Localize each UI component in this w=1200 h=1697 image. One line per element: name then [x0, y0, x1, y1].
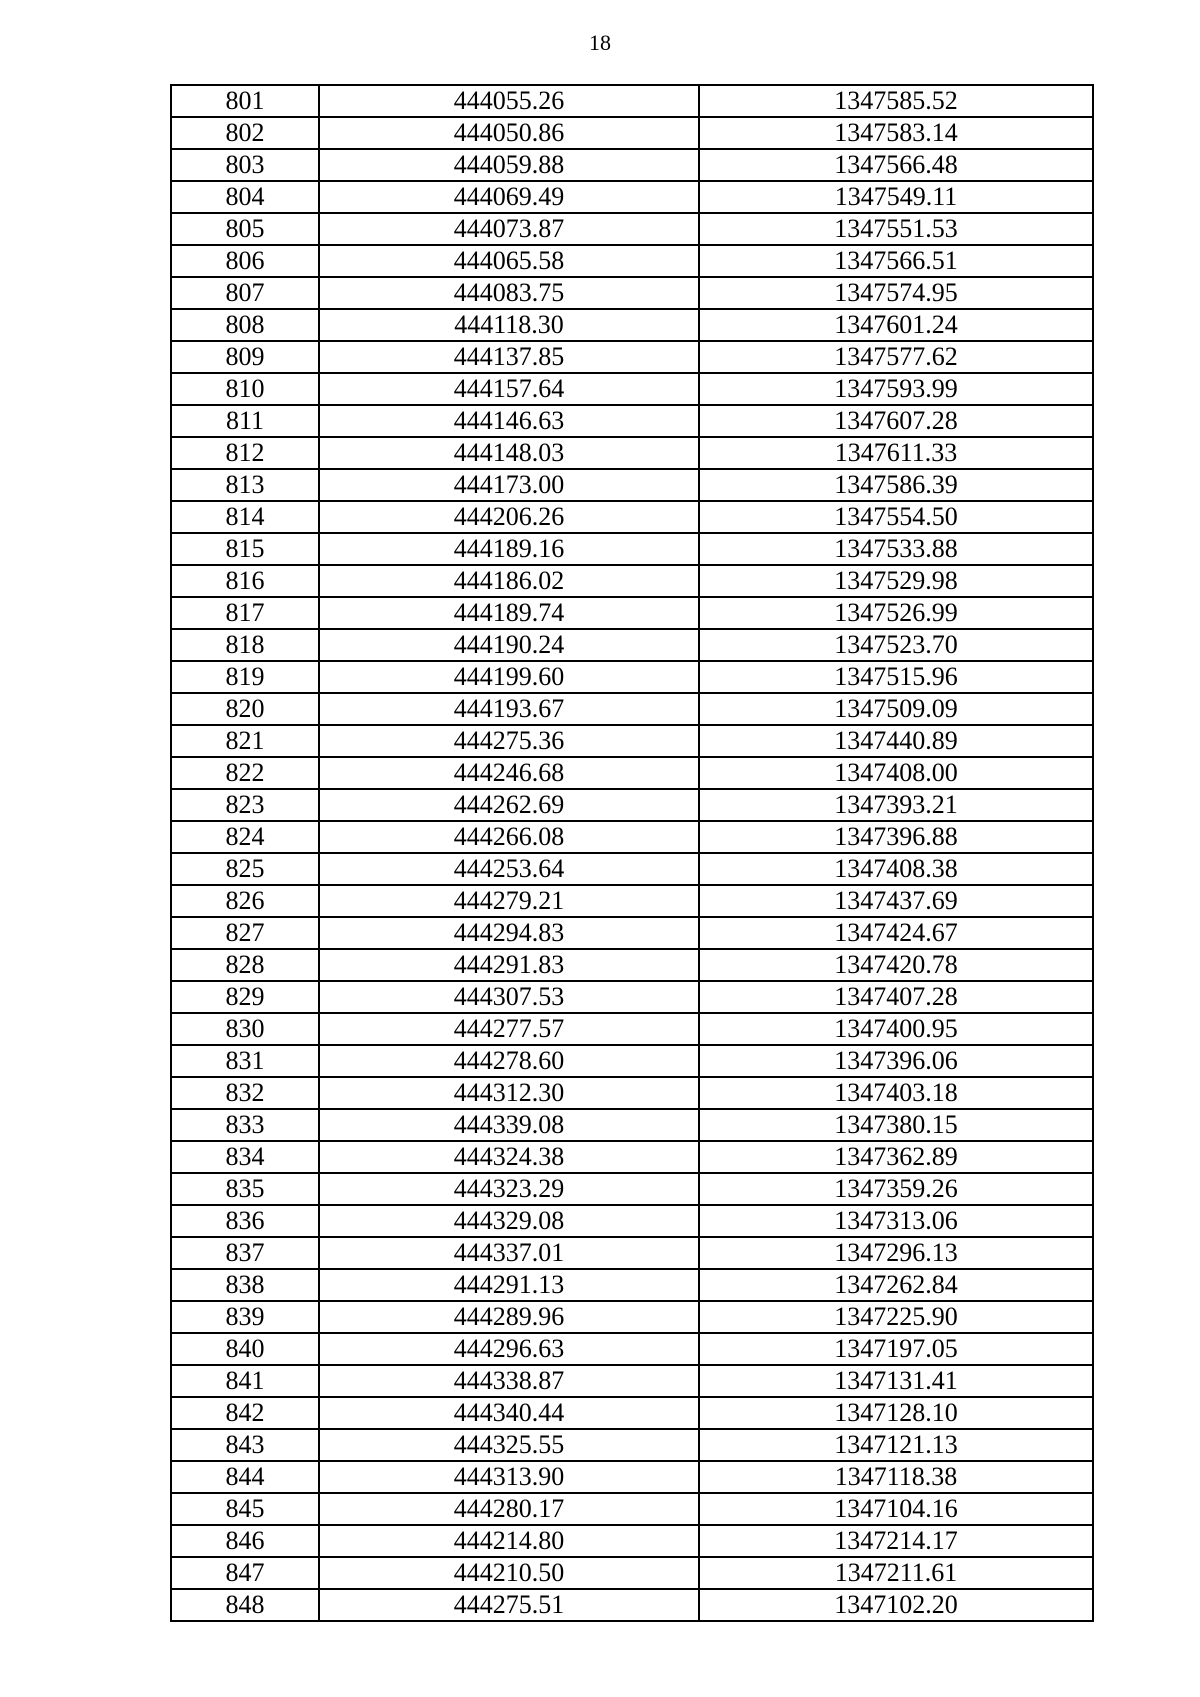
point-number-cell: 817: [171, 597, 319, 629]
table-row: [171, 117, 1093, 149]
point-number-cell: 813: [171, 469, 319, 501]
y-coordinate-cell: 1347359.26: [699, 1173, 1093, 1205]
x-coordinate-cell: 444190.24: [319, 629, 699, 661]
table-row: [171, 1397, 1093, 1429]
point-number-cell: 841: [171, 1365, 319, 1397]
point-number-cell: 821: [171, 725, 319, 757]
table-row: [171, 885, 1093, 917]
x-coordinate-cell: 444275.51: [319, 1589, 699, 1621]
y-coordinate-cell: 1347566.51: [699, 245, 1093, 277]
table-row: [171, 1301, 1093, 1333]
y-coordinate-cell: 1347214.17: [699, 1525, 1093, 1557]
x-coordinate-cell: 444069.49: [319, 181, 699, 213]
y-coordinate-cell: 1347128.10: [699, 1397, 1093, 1429]
table-row: [171, 1333, 1093, 1365]
table-row: [171, 789, 1093, 821]
y-coordinate-cell: 1347211.61: [699, 1557, 1093, 1589]
x-coordinate-cell: 444312.30: [319, 1077, 699, 1109]
point-number-cell: 839: [171, 1301, 319, 1333]
table-row: [171, 1109, 1093, 1141]
y-coordinate-cell: 1347593.99: [699, 373, 1093, 405]
point-number-cell: 815: [171, 533, 319, 565]
table-row: [171, 501, 1093, 533]
y-coordinate-cell: 1347574.95: [699, 277, 1093, 309]
y-coordinate-cell: 1347440.89: [699, 725, 1093, 757]
x-coordinate-cell: 444148.03: [319, 437, 699, 469]
x-coordinate-cell: 444324.38: [319, 1141, 699, 1173]
table-row: [171, 853, 1093, 885]
table-row: [171, 1525, 1093, 1557]
table-row: [171, 373, 1093, 405]
point-number-cell: 810: [171, 373, 319, 405]
x-coordinate-cell: 444279.21: [319, 885, 699, 917]
y-coordinate-cell: 1347197.05: [699, 1333, 1093, 1365]
y-coordinate-cell: 1347262.84: [699, 1269, 1093, 1301]
x-coordinate-cell: 444337.01: [319, 1237, 699, 1269]
table-row: [171, 149, 1093, 181]
y-coordinate-cell: 1347515.96: [699, 661, 1093, 693]
x-coordinate-cell: 444146.63: [319, 405, 699, 437]
point-number-cell: 842: [171, 1397, 319, 1429]
point-number-cell: 827: [171, 917, 319, 949]
point-number-cell: 819: [171, 661, 319, 693]
table-row: [171, 1429, 1093, 1461]
table-row: [171, 405, 1093, 437]
table-row: [171, 693, 1093, 725]
table-row: [171, 1269, 1093, 1301]
x-coordinate-cell: 444073.87: [319, 213, 699, 245]
x-coordinate-cell: 444193.67: [319, 693, 699, 725]
y-coordinate-cell: 1347611.33: [699, 437, 1093, 469]
table-row: [171, 85, 1093, 117]
x-coordinate-cell: 444083.75: [319, 277, 699, 309]
point-number-cell: 832: [171, 1077, 319, 1109]
y-coordinate-cell: 1347396.88: [699, 821, 1093, 853]
point-number-cell: 837: [171, 1237, 319, 1269]
x-coordinate-cell: 444246.68: [319, 757, 699, 789]
x-coordinate-cell: 444277.57: [319, 1013, 699, 1045]
table-row: [171, 757, 1093, 789]
y-coordinate-cell: 1347549.11: [699, 181, 1093, 213]
point-number-cell: 845: [171, 1493, 319, 1525]
x-coordinate-cell: 444280.17: [319, 1493, 699, 1525]
point-number-cell: 805: [171, 213, 319, 245]
table-row: [171, 629, 1093, 661]
table-row: [171, 1461, 1093, 1493]
table-row: [171, 597, 1093, 629]
point-number-cell: 808: [171, 309, 319, 341]
point-number-cell: 822: [171, 757, 319, 789]
table-row: [171, 565, 1093, 597]
table-row: [171, 469, 1093, 501]
point-number-cell: 831: [171, 1045, 319, 1077]
y-coordinate-cell: 1347583.14: [699, 117, 1093, 149]
x-coordinate-cell: 444262.69: [319, 789, 699, 821]
point-number-cell: 836: [171, 1205, 319, 1237]
point-number-cell: 826: [171, 885, 319, 917]
x-coordinate-cell: 444186.02: [319, 565, 699, 597]
x-coordinate-cell: 444291.83: [319, 949, 699, 981]
y-coordinate-cell: 1347102.20: [699, 1589, 1093, 1621]
point-number-cell: 803: [171, 149, 319, 181]
point-number-cell: 812: [171, 437, 319, 469]
x-coordinate-cell: 444065.58: [319, 245, 699, 277]
table-row: [171, 1557, 1093, 1589]
point-number-cell: 847: [171, 1557, 319, 1589]
x-coordinate-cell: 444275.36: [319, 725, 699, 757]
y-coordinate-cell: 1347424.67: [699, 917, 1093, 949]
coordinates-table-body: [171, 85, 1093, 1621]
y-coordinate-cell: 1347396.06: [699, 1045, 1093, 1077]
table-row: [171, 1589, 1093, 1621]
point-number-cell: 811: [171, 405, 319, 437]
x-coordinate-cell: 444253.64: [319, 853, 699, 885]
x-coordinate-cell: 444266.08: [319, 821, 699, 853]
x-coordinate-cell: 444189.74: [319, 597, 699, 629]
table-row: [171, 181, 1093, 213]
point-number-cell: 833: [171, 1109, 319, 1141]
table-row: [171, 1365, 1093, 1397]
y-coordinate-cell: 1347313.06: [699, 1205, 1093, 1237]
y-coordinate-cell: 1347526.99: [699, 597, 1093, 629]
table-row: [171, 341, 1093, 373]
table-row: [171, 821, 1093, 853]
y-coordinate-cell: 1347509.09: [699, 693, 1093, 725]
x-coordinate-cell: 444329.08: [319, 1205, 699, 1237]
table-row: [171, 437, 1093, 469]
x-coordinate-cell: 444210.50: [319, 1557, 699, 1589]
x-coordinate-cell: 444059.88: [319, 149, 699, 181]
point-number-cell: 848: [171, 1589, 319, 1621]
y-coordinate-cell: 1347380.15: [699, 1109, 1093, 1141]
point-number-cell: 807: [171, 277, 319, 309]
x-coordinate-cell: 444137.85: [319, 341, 699, 373]
y-coordinate-cell: 1347407.28: [699, 981, 1093, 1013]
coordinates-table: [170, 84, 1094, 1622]
table-row: [171, 1045, 1093, 1077]
x-coordinate-cell: 444296.63: [319, 1333, 699, 1365]
point-number-cell: 816: [171, 565, 319, 597]
x-coordinate-cell: 444189.16: [319, 533, 699, 565]
table-row: [171, 533, 1093, 565]
y-coordinate-cell: 1347585.52: [699, 85, 1093, 117]
x-coordinate-cell: 444340.44: [319, 1397, 699, 1429]
y-coordinate-cell: 1347104.16: [699, 1493, 1093, 1525]
y-coordinate-cell: 1347577.62: [699, 341, 1093, 373]
x-coordinate-cell: 444118.30: [319, 309, 699, 341]
point-number-cell: 824: [171, 821, 319, 853]
point-number-cell: 830: [171, 1013, 319, 1045]
point-number-cell: 828: [171, 949, 319, 981]
y-coordinate-cell: 1347225.90: [699, 1301, 1093, 1333]
x-coordinate-cell: 444323.29: [319, 1173, 699, 1205]
table-row: [171, 1141, 1093, 1173]
y-coordinate-cell: 1347118.38: [699, 1461, 1093, 1493]
table-row: [171, 309, 1093, 341]
table-row: [171, 1173, 1093, 1205]
point-number-cell: 834: [171, 1141, 319, 1173]
point-number-cell: 802: [171, 117, 319, 149]
y-coordinate-cell: 1347393.21: [699, 789, 1093, 821]
point-number-cell: 820: [171, 693, 319, 725]
point-number-cell: 846: [171, 1525, 319, 1557]
table-row: [171, 245, 1093, 277]
point-number-cell: 818: [171, 629, 319, 661]
y-coordinate-cell: 1347403.18: [699, 1077, 1093, 1109]
table-row: [171, 1013, 1093, 1045]
y-coordinate-cell: 1347586.39: [699, 469, 1093, 501]
y-coordinate-cell: 1347296.13: [699, 1237, 1093, 1269]
point-number-cell: 806: [171, 245, 319, 277]
point-number-cell: 804: [171, 181, 319, 213]
table-row: [171, 725, 1093, 757]
point-number-cell: 835: [171, 1173, 319, 1205]
y-coordinate-cell: 1347607.28: [699, 405, 1093, 437]
point-number-cell: 838: [171, 1269, 319, 1301]
table-row: [171, 1077, 1093, 1109]
y-coordinate-cell: 1347601.24: [699, 309, 1093, 341]
y-coordinate-cell: 1347551.53: [699, 213, 1093, 245]
point-number-cell: 809: [171, 341, 319, 373]
x-coordinate-cell: 444055.26: [319, 85, 699, 117]
table-row: [171, 277, 1093, 309]
page-number: 18: [589, 30, 611, 55]
x-coordinate-cell: 444291.13: [319, 1269, 699, 1301]
y-coordinate-cell: 1347408.00: [699, 757, 1093, 789]
point-number-cell: 814: [171, 501, 319, 533]
y-coordinate-cell: 1347529.98: [699, 565, 1093, 597]
table-row: [171, 1493, 1093, 1525]
y-coordinate-cell: 1347554.50: [699, 501, 1093, 533]
x-coordinate-cell: 444199.60: [319, 661, 699, 693]
y-coordinate-cell: 1347437.69: [699, 885, 1093, 917]
point-number-cell: 840: [171, 1333, 319, 1365]
table-row: [171, 917, 1093, 949]
x-coordinate-cell: 444289.96: [319, 1301, 699, 1333]
y-coordinate-cell: 1347362.89: [699, 1141, 1093, 1173]
point-number-cell: 844: [171, 1461, 319, 1493]
y-coordinate-cell: 1347533.88: [699, 533, 1093, 565]
point-number-cell: 801: [171, 85, 319, 117]
x-coordinate-cell: 444325.55: [319, 1429, 699, 1461]
table-row: [171, 981, 1093, 1013]
table-row: [171, 661, 1093, 693]
x-coordinate-cell: 444307.53: [319, 981, 699, 1013]
x-coordinate-cell: 444206.26: [319, 501, 699, 533]
x-coordinate-cell: 444050.86: [319, 117, 699, 149]
x-coordinate-cell: 444173.00: [319, 469, 699, 501]
point-number-cell: 843: [171, 1429, 319, 1461]
y-coordinate-cell: 1347523.70: [699, 629, 1093, 661]
x-coordinate-cell: 444338.87: [319, 1365, 699, 1397]
x-coordinate-cell: 444339.08: [319, 1109, 699, 1141]
table-row: [171, 1205, 1093, 1237]
point-number-cell: 825: [171, 853, 319, 885]
y-coordinate-cell: 1347566.48: [699, 149, 1093, 181]
x-coordinate-cell: 444278.60: [319, 1045, 699, 1077]
y-coordinate-cell: 1347131.41: [699, 1365, 1093, 1397]
x-coordinate-cell: 444313.90: [319, 1461, 699, 1493]
table-row: [171, 949, 1093, 981]
x-coordinate-cell: 444214.80: [319, 1525, 699, 1557]
table-row: [171, 213, 1093, 245]
y-coordinate-cell: 1347420.78: [699, 949, 1093, 981]
x-coordinate-cell: 444294.83: [319, 917, 699, 949]
y-coordinate-cell: 1347121.13: [699, 1429, 1093, 1461]
y-coordinate-cell: 1347408.38: [699, 853, 1093, 885]
x-coordinate-cell: 444157.64: [319, 373, 699, 405]
y-coordinate-cell: 1347400.95: [699, 1013, 1093, 1045]
point-number-cell: 829: [171, 981, 319, 1013]
point-number-cell: 823: [171, 789, 319, 821]
table-row: [171, 1237, 1093, 1269]
